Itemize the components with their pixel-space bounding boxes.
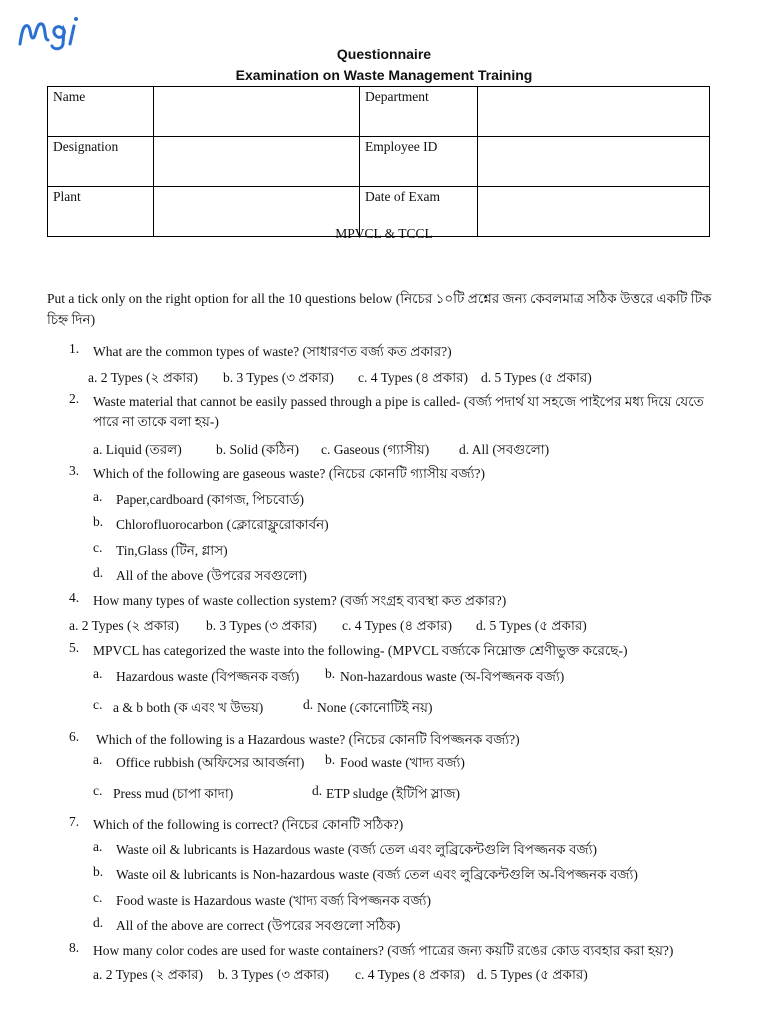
name-label: Name — [48, 87, 154, 137]
answer-option[interactable]: b. Solid (কঠিন) — [216, 442, 299, 457]
question-number: 7. — [69, 814, 80, 829]
answer-option[interactable]: a. 2 Types (২ প্রকার) — [93, 967, 204, 982]
answer-option[interactable]: Non-hazardous waste (অ-বিপজ্জনক বর্জ্য) — [340, 669, 565, 684]
question-number: 8. — [69, 940, 80, 955]
option-letter: c. — [93, 697, 103, 712]
question-number: 4. — [69, 590, 80, 605]
answer-option[interactable]: ETP sludge (ইটিপি স্লাজ) — [326, 786, 461, 801]
question-number: 3. — [69, 463, 80, 478]
answer-option[interactable]: Food waste is Hazardous waste (খাদ্য বর্জ্য বিপজ্জনক বর্জ্য) — [116, 893, 431, 908]
answer-option[interactable]: c. 4 Types (৪ প্রকার) — [355, 967, 466, 982]
plant-label: Plant — [48, 187, 154, 237]
option-letter: b. — [325, 666, 336, 681]
designation-label: Designation — [48, 137, 154, 187]
question-text: Which of the following is correct? (নিচের কোনটি সঠিক?) — [93, 817, 404, 832]
question-text: Waste material that cannot be easily passed through a pipe is called- (বর্জ্য পদার্থ যা সহজে পাইপের মধ্য দিয়ে যেতে — [93, 394, 704, 409]
option-letter: d. — [303, 697, 314, 712]
answer-option[interactable]: a. 2 Types (২ প্রকার) — [69, 618, 180, 633]
question-text: How many color codes are used for waste containers? (বর্জ্য পাত্রের জন্য কয়টি রঙের কোড ব্যবহার করা হয়?) — [93, 943, 674, 958]
answer-option[interactable]: d. 5 Types (৫ প্রকার) — [476, 618, 587, 633]
designation-field[interactable] — [154, 137, 360, 187]
employee-info-table — [47, 86, 710, 237]
answer-option[interactable]: d. 5 Types (৫ প্রকার) — [481, 370, 592, 385]
option-letter: b. — [325, 752, 336, 767]
option-letter: a. — [93, 489, 103, 504]
answer-option[interactable]: All of the above (উপরের সবগুলো) — [116, 568, 307, 583]
answer-option[interactable]: None (কোনোটিই নয়) — [317, 700, 433, 715]
answer-option[interactable]: Press mud (চাপা কাদা) — [113, 786, 234, 801]
department-field[interactable] — [478, 87, 710, 137]
answer-option[interactable]: c. Gaseous (গ্যাসীয়) — [321, 442, 430, 457]
option-letter: b. — [93, 864, 104, 879]
option-letter: a. — [93, 839, 103, 854]
answer-option[interactable]: Paper,cardboard (কাগজ, পিচবোর্ড) — [116, 492, 305, 507]
question-number: 1. — [69, 341, 80, 356]
date-label: Date of Exam — [360, 187, 478, 237]
question-text: How many types of waste collection system? (বর্জ্য সংগ্রহ ব্যবস্থা কত প্রকার?) — [93, 593, 507, 608]
answer-option[interactable]: a. Liquid (তরল) — [93, 442, 182, 457]
answer-option[interactable]: c. 4 Types (৪ প্রকার) — [358, 370, 469, 385]
answer-option[interactable]: Waste oil & lubricants is Non-hazardous waste (বর্জ্য তেল এবং লুব্রিকেন্টগুলি অ-বিপজ্জনক বর্জ্য) — [116, 867, 638, 882]
answer-option[interactable]: b. 3 Types (৩ প্রকার) — [218, 967, 329, 982]
answer-option[interactable]: c. 4 Types (৪ প্রকার) — [342, 618, 453, 633]
option-letter: c. — [93, 540, 103, 555]
instructions-line-2: চিহ্ন দিন) — [47, 312, 96, 327]
question-text: Which of the following is a Hazardous waste? (নিচের কোনটি বিপজ্জনক বর্জ্য?) — [96, 732, 520, 747]
question-number: 2. — [69, 391, 80, 406]
answer-option[interactable]: a. 2 Types (২ প্রকার) — [88, 370, 199, 385]
document-title: Questionnaire — [336, 46, 432, 62]
question-number: 6. — [69, 729, 80, 744]
question-number: 5. — [69, 640, 80, 655]
option-letter: a. — [93, 752, 103, 767]
instructions-line-1: Put a tick only on the right option for all the 10 questions below (নিচের ১০টি প্রশ্নের জন্য কেবলমাত্র সঠিক উত্তরে একটি টিক — [47, 291, 712, 306]
answer-option[interactable]: All of the above are correct (উপরের সবগুলো সঠিক) — [116, 918, 401, 933]
answer-option[interactable]: a & b both (ক এবং খ উভয়) — [113, 700, 264, 715]
document-subtitle: Examination on Waste Management Training — [235, 67, 533, 83]
question-text: MPVCL has categorized the waste into the following- (MPVCL বর্জ্যকে নিম্নোক্ত শ্রেণীভুক্ত করেছে-) — [93, 643, 628, 658]
answer-option[interactable]: d. All (সবগুলো) — [459, 442, 550, 457]
option-letter: d. — [312, 783, 323, 798]
option-letter: a. — [93, 666, 103, 681]
employee-id-label: Employee ID — [360, 137, 478, 187]
answer-option[interactable]: Chlorofluorocarbon (ক্লোরোফ্লুরোকার্বন) — [116, 517, 329, 532]
employee-id-field[interactable] — [478, 137, 710, 187]
option-letter: c. — [93, 890, 103, 905]
answer-option[interactable]: Food waste (খাদ্য বর্জ্য) — [340, 755, 465, 770]
answer-option[interactable]: Office rubbish (অফিসের আবর্জনা) — [116, 755, 305, 770]
name-field[interactable] — [154, 87, 360, 137]
answer-option[interactable]: b. 3 Types (৩ প্রকার) — [206, 618, 317, 633]
option-letter: c. — [93, 783, 103, 798]
answer-option[interactable]: b. 3 Types (৩ প্রকার) — [223, 370, 334, 385]
question-text: What are the common types of waste? (সাধারণত বর্জ্য কত প্রকার?) — [93, 344, 452, 359]
option-letter: d. — [93, 565, 104, 580]
answer-option[interactable]: Waste oil & lubricants is Hazardous waste (বর্জ্য তেল এবং লুব্রিকেন্টগুলি বিপজ্জনক বর্জ্য) — [116, 842, 597, 857]
option-letter: d. — [93, 915, 104, 930]
question-text: Which of the following are gaseous waste? (নিচের কোনটি গ্যাসীয় বর্জ্য?) — [93, 466, 485, 481]
option-letter: b. — [93, 514, 104, 529]
answer-option[interactable]: Hazardous waste (বিপজ্জনক বর্জ্য) — [116, 669, 300, 684]
question-text-continued: পারে না তাকে বলা হয়-) — [93, 414, 219, 429]
answer-option[interactable]: Tin,Glass (টিন, গ্লাস) — [116, 543, 228, 558]
answer-option[interactable]: d. 5 Types (৫ প্রকার) — [477, 967, 588, 982]
companies-label: MPVCL & TCCL — [335, 226, 433, 241]
department-label: Department — [360, 87, 478, 137]
